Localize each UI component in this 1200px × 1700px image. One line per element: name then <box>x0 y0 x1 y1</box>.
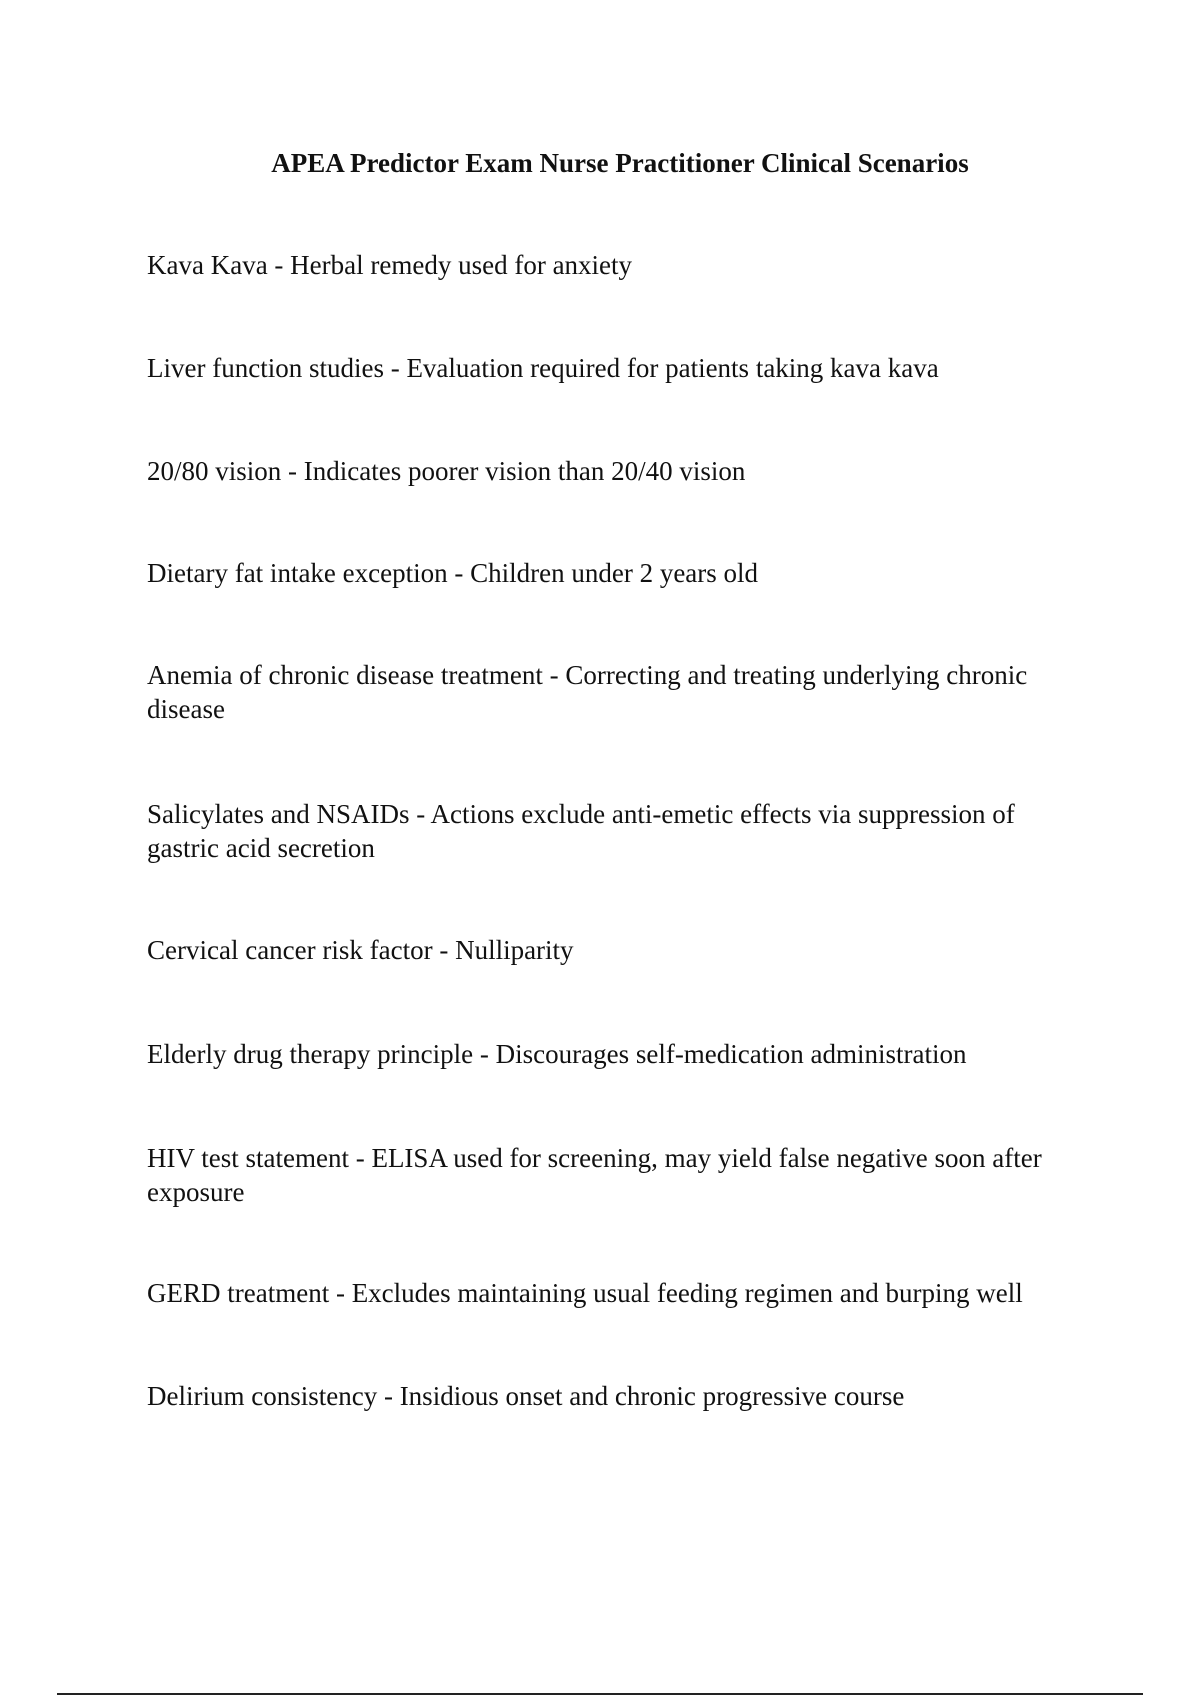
entry-liver-function-studies: Liver function studies - Evaluation required for patients taking kava kava <box>147 353 939 383</box>
entry-cervical-cancer: Cervical cancer risk factor - Nulliparity <box>147 935 574 965</box>
entry-kava-kava: Kava Kava - Herbal remedy used for anxiety <box>147 250 633 280</box>
entry-elderly-drug-therapy: Elderly drug therapy principle - Discourages self-medication administration <box>147 1039 967 1069</box>
entry-dietary-fat: Dietary fat intake exception - Children under 2 years old <box>147 558 759 588</box>
document-title: APEA Predictor Exam Nurse Practitioner Clinical Scenarios <box>271 148 969 178</box>
entry-delirium: Delirium consistency - Insidious onset and chronic progressive course <box>147 1381 905 1411</box>
entry-gerd-treatment: GERD treatment - Excludes maintaining usual feeding regimen and burping well <box>147 1278 1023 1308</box>
entry-anemia-chronic-disease: Anemia of chronic disease treatment - Correcting and treating underlying chronic disease <box>147 660 1028 724</box>
entry-hiv-test: HIV test statement - ELISA used for screening, may yield false negative soon after exposure <box>147 1143 1042 1207</box>
entry-vision: 20/80 vision - Indicates poorer vision than 20/40 vision <box>147 456 746 486</box>
bottom-divider <box>57 1693 1143 1695</box>
entry-salicylates-nsaids: Salicylates and NSAIDs - Actions exclude anti-emetic effects via suppression of gastric acid secretion <box>147 799 1015 863</box>
